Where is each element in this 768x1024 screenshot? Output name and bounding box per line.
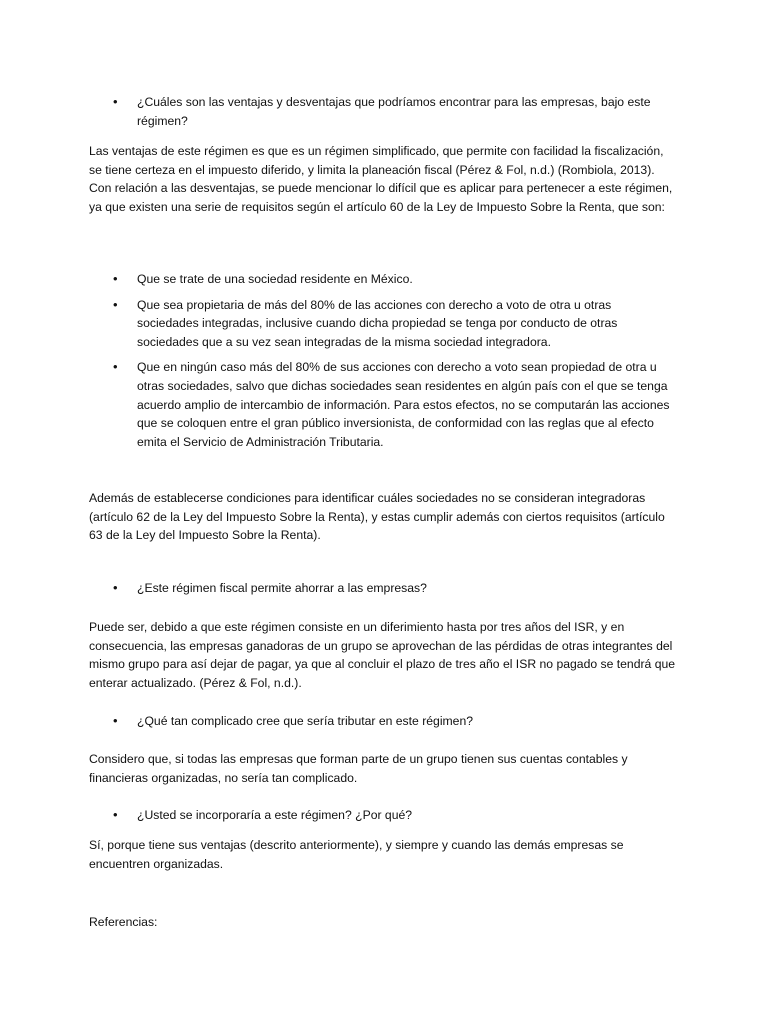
answer-complicado: Considero que, si todas las empresas que forman parte de un grupo tienen sus cuentas contables y financieras organizadas, no sería tan complicado. xyxy=(89,752,628,785)
question-ventajas: • ¿Cuáles son las ventajas y desventajas que podríamos encontrar para las empresas, bajo este régimen? xyxy=(110,93,670,130)
question-incorporaria: • ¿Usted se incorporaría a este régimen? ¿Por qué? xyxy=(110,806,670,825)
question-list-2 xyxy=(110,579,670,598)
answer-incorporaria: Sí, porque tiene sus ventajas (descrito anteriormente), y siempre y cuando las demás empresas se encuentren organizadas. xyxy=(89,838,624,871)
requisitos-list xyxy=(110,270,670,451)
requisito-item: • Que se trate de una sociedad residente en México. xyxy=(110,270,670,289)
question-ahorro: • ¿Este régimen fiscal permite ahorrar a las empresas? xyxy=(110,579,670,598)
question-list-4 xyxy=(110,806,670,825)
requisito-item: • Que sea propietaria de más del 80% de las acciones con derecho a voto de otra u otras sociedades integradas, inclusive cuando dicha propiedad se tenga por conducto de otras sociedades que a su vez sean integradas de la misma sociedad integradora. xyxy=(110,296,670,352)
answer-ventajas: Las ventajas de este régimen es que es un régimen simplificado, que permite con facilidad la fiscalización, se tiene certeza en el impuesto diferido, y limita la planeación fiscal (Pérez & Fol, n.d.) (Rombiola, 2013). Con relación a las desventajas, se puede mencionar lo difícil que es aplicar para pertenecer a este régimen, ya que existen una serie de requisitos según el artículo 60 de la Ley de Impuesto Sobre la Renta, que son: xyxy=(89,144,673,214)
question-list-1 xyxy=(110,93,670,130)
answer-ventajas-extra: Además de establecerse condiciones para identificar cuáles sociedades no se consideran integradoras (artículo 62 de la Ley del Impuesto Sobre la Renta), y estas cumplir además con ciertos requisitos (artículo 63 de la Ley del Impuesto Sobre la Renta). xyxy=(89,491,665,543)
requisito-item: • Que en ningún caso más del 80% de sus acciones con derecho a voto sean propiedad de otra u otras sociedades, salvo que dichas sociedades sean residentes en algún país con el que se tenga acuerdo amplio de intercambio de información. Para estos efectos, no se computarán las acciones que se coloquen entre el gran público inversionista, de conformidad con las reglas que al efecto emita el Servicio de Administración Tributaria. xyxy=(110,358,670,451)
referencias-heading: Referencias: xyxy=(89,915,158,929)
question-list-3 xyxy=(110,712,670,731)
answer-ahorro: Puede ser, debido a que este régimen consiste en un diferimiento hasta por tres años del ISR, y en consecuencia, las empresas ganadoras de un grupo se aprovechan de las pérdidas de otras integrantes del mismo grupo para así dejar de pagar, ya que al concluir el plazo de tres año el ISR no pagado se tendrá que enterar actualizado. (Pérez & Fol, n.d.). xyxy=(89,620,676,690)
question-complicado: • ¿Qué tan complicado cree que sería tributar en este régimen? xyxy=(110,712,670,731)
